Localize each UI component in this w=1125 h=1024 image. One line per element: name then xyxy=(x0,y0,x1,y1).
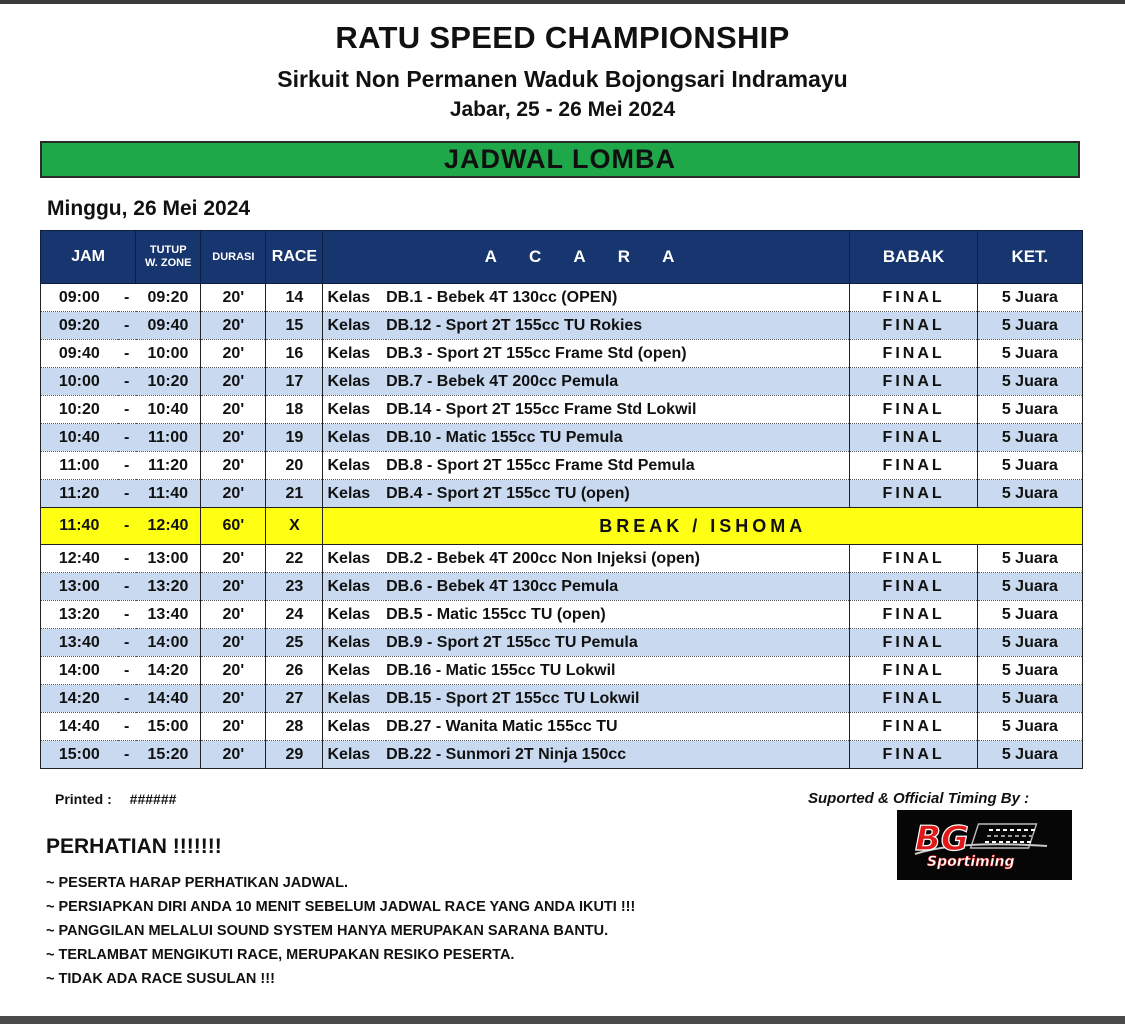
duration: 20' xyxy=(201,657,266,685)
table-header-row xyxy=(41,231,1083,284)
race-number: 25 xyxy=(266,629,323,657)
schedule-body xyxy=(41,284,1083,769)
round: FINAL xyxy=(850,480,977,508)
class-label: Kelas xyxy=(323,284,386,312)
event-name: DB.22 - Sunmori 2T Ninja 150cc xyxy=(386,741,850,769)
table-row xyxy=(41,629,1083,657)
round: FINAL xyxy=(850,685,977,713)
start-time: 11:00 xyxy=(41,452,118,480)
class-label: Kelas xyxy=(323,396,386,424)
start-time: 14:40 xyxy=(41,713,118,741)
duration: 20' xyxy=(201,396,266,424)
time-separator: - xyxy=(118,368,136,396)
start-time: 10:20 xyxy=(41,396,118,424)
svg-text:Sportiming: Sportiming xyxy=(927,854,1015,870)
race-number: 15 xyxy=(266,312,323,340)
duration: 20' xyxy=(201,452,266,480)
duration: 20' xyxy=(201,480,266,508)
note: 5 Juara xyxy=(977,573,1082,601)
note: 5 Juara xyxy=(977,312,1082,340)
col-header-acara: A C A R A xyxy=(323,231,850,284)
duration: 20' xyxy=(201,741,266,769)
round: FINAL xyxy=(850,452,977,480)
event-name: DB.14 - Sport 2T 155cc Frame Std Lokwil xyxy=(386,396,850,424)
end-time: 13:00 xyxy=(136,545,201,573)
round: FINAL xyxy=(850,284,977,312)
note: 5 Juara xyxy=(977,713,1082,741)
table-row xyxy=(41,312,1083,340)
time-separator: - xyxy=(118,741,136,769)
attention-heading: PERHATIAN !!!!!!! xyxy=(46,835,222,858)
start-time: 11:40 xyxy=(41,508,118,545)
end-time: 10:40 xyxy=(136,396,201,424)
note: 5 Juara xyxy=(977,480,1082,508)
note-item: ~ PESERTA HARAP PERHATIKAN JADWAL. xyxy=(46,875,348,891)
col-header-jam: JAM xyxy=(41,231,136,284)
time-separator: - xyxy=(118,545,136,573)
end-time: 14:40 xyxy=(136,685,201,713)
event-name: DB.1 - Bebek 4T 130cc (OPEN) xyxy=(386,284,850,312)
end-time: 13:40 xyxy=(136,601,201,629)
race-number: 21 xyxy=(266,480,323,508)
printed-info xyxy=(55,791,176,807)
note: 5 Juara xyxy=(977,601,1082,629)
printed-value: ###### xyxy=(129,791,177,807)
table-row xyxy=(41,741,1083,769)
time-separator: - xyxy=(118,480,136,508)
time-separator: - xyxy=(118,685,136,713)
table-row xyxy=(41,368,1083,396)
note: 5 Juara xyxy=(977,340,1082,368)
start-time: 09:40 xyxy=(41,340,118,368)
end-time: 11:00 xyxy=(136,424,201,452)
round: FINAL xyxy=(850,573,977,601)
class-label: Kelas xyxy=(323,601,386,629)
start-time: 13:20 xyxy=(41,601,118,629)
round: FINAL xyxy=(850,629,977,657)
class-label: Kelas xyxy=(323,713,386,741)
col-header-babak: BABAK xyxy=(850,231,977,284)
race-number: 20 xyxy=(266,452,323,480)
note: 5 Juara xyxy=(977,396,1082,424)
time-separator: - xyxy=(118,508,136,545)
duration: 20' xyxy=(201,424,266,452)
bg-sportiming-logo-graphic xyxy=(897,810,1072,880)
duration: 20' xyxy=(201,573,266,601)
end-time: 11:40 xyxy=(136,480,201,508)
race-number: 29 xyxy=(266,741,323,769)
end-time: 09:40 xyxy=(136,312,201,340)
event-name: DB.15 - Sport 2T 155cc TU Lokwil xyxy=(386,685,850,713)
break-label: BREAK / ISHOMA xyxy=(323,508,1083,545)
race-number: 23 xyxy=(266,573,323,601)
start-time: 11:20 xyxy=(41,480,118,508)
col-header-tutup-line2: W. ZONE xyxy=(145,257,192,269)
class-label: Kelas xyxy=(323,452,386,480)
col-header-tutup xyxy=(136,231,201,284)
event-name: DB.8 - Sport 2T 155cc Frame Std Pemula xyxy=(386,452,850,480)
race-number: 24 xyxy=(266,601,323,629)
event-name: DB.7 - Bebek 4T 200cc Pemula xyxy=(386,368,850,396)
round: FINAL xyxy=(850,545,977,573)
race-number: 16 xyxy=(266,340,323,368)
start-time: 13:40 xyxy=(41,629,118,657)
table-row xyxy=(41,424,1083,452)
end-time: 14:00 xyxy=(136,629,201,657)
class-label: Kelas xyxy=(323,741,386,769)
duration: 20' xyxy=(201,312,266,340)
table-row xyxy=(41,452,1083,480)
duration: 20' xyxy=(201,685,266,713)
note: 5 Juara xyxy=(977,284,1082,312)
duration: 20' xyxy=(201,284,266,312)
table-row xyxy=(41,545,1083,573)
round: FINAL xyxy=(850,340,977,368)
col-header-tutup-line1: TUTUP xyxy=(149,244,187,256)
duration: 20' xyxy=(201,368,266,396)
time-separator: - xyxy=(118,284,136,312)
race-number: 19 xyxy=(266,424,323,452)
event-name: DB.12 - Sport 2T 155cc TU Rokies xyxy=(386,312,850,340)
page-title: RATU SPEED CHAMPIONSHIP xyxy=(335,20,790,55)
end-time: 10:20 xyxy=(136,368,201,396)
round: FINAL xyxy=(850,424,977,452)
round: FINAL xyxy=(850,741,977,769)
break-row xyxy=(41,508,1083,545)
note-item: ~ PERSIAPKAN DIRI ANDA 10 MENIT SEBELUM JADWAL RACE YANG ANDA IKUTI !!! xyxy=(46,899,636,915)
table-row xyxy=(41,713,1083,741)
table-row xyxy=(41,573,1083,601)
note: 5 Juara xyxy=(977,741,1082,769)
note-item: ~ PANGGILAN MELALUI SOUND SYSTEM HANYA MERUPAKAN SARANA BANTU. xyxy=(46,923,609,939)
round: FINAL xyxy=(850,312,977,340)
duration: 60' xyxy=(201,508,266,545)
event-name: DB.10 - Matic 155cc TU Pemula xyxy=(386,424,850,452)
time-separator: - xyxy=(118,601,136,629)
table-row xyxy=(41,480,1083,508)
time-separator: - xyxy=(118,312,136,340)
class-label: Kelas xyxy=(323,573,386,601)
event-name: DB.2 - Bebek 4T 200cc Non Injeksi (open) xyxy=(386,545,850,573)
race-number: 17 xyxy=(266,368,323,396)
schedule-banner: JADWAL LOMBA xyxy=(40,141,1080,178)
time-separator: - xyxy=(118,340,136,368)
time-separator: - xyxy=(118,629,136,657)
start-time: 09:00 xyxy=(41,284,118,312)
round: FINAL xyxy=(850,368,977,396)
top-edge-bar xyxy=(0,0,1125,4)
class-label: Kelas xyxy=(323,424,386,452)
time-separator: - xyxy=(118,573,136,601)
note: 5 Juara xyxy=(977,368,1082,396)
duration: 20' xyxy=(201,601,266,629)
time-separator: - xyxy=(118,452,136,480)
class-label: Kelas xyxy=(323,368,386,396)
time-separator: - xyxy=(118,424,136,452)
event-name: DB.5 - Matic 155cc TU (open) xyxy=(386,601,850,629)
table-row xyxy=(41,340,1083,368)
start-time: 10:40 xyxy=(41,424,118,452)
printed-label: Printed : xyxy=(55,791,112,807)
duration: 20' xyxy=(201,545,266,573)
bottom-edge-bar xyxy=(0,1016,1125,1024)
class-label: Kelas xyxy=(323,340,386,368)
event-name: DB.4 - Sport 2T 155cc TU (open) xyxy=(386,480,850,508)
venue-subtitle: Sirkuit Non Permanen Waduk Bojongsari Indramayu xyxy=(277,66,848,92)
note-item: ~ TERLAMBAT MENGIKUTI RACE, MERUPAKAN RESIKO PESERTA. xyxy=(46,947,515,963)
event-name: DB.3 - Sport 2T 155cc Frame Std (open) xyxy=(386,340,850,368)
start-time: 10:00 xyxy=(41,368,118,396)
end-time: 09:20 xyxy=(136,284,201,312)
end-time: 12:40 xyxy=(136,508,201,545)
class-label: Kelas xyxy=(323,545,386,573)
table-row xyxy=(41,284,1083,312)
round: FINAL xyxy=(850,657,977,685)
note: 5 Juara xyxy=(977,545,1082,573)
start-time: 13:00 xyxy=(41,573,118,601)
event-date: Jabar, 25 - 26 Mei 2024 xyxy=(449,98,676,121)
table-row xyxy=(41,396,1083,424)
end-time: 13:20 xyxy=(136,573,201,601)
note: 5 Juara xyxy=(977,657,1082,685)
notes-list xyxy=(46,873,635,993)
duration: 20' xyxy=(201,713,266,741)
class-label: Kelas xyxy=(323,657,386,685)
note: 5 Juara xyxy=(977,629,1082,657)
event-name: DB.27 - Wanita Matic 155cc TU xyxy=(386,713,850,741)
time-separator: - xyxy=(118,396,136,424)
col-header-race: RACE xyxy=(266,231,323,284)
start-time: 14:00 xyxy=(41,657,118,685)
event-name: DB.9 - Sport 2T 155cc TU Pemula xyxy=(386,629,850,657)
end-time: 15:20 xyxy=(136,741,201,769)
end-time: 15:00 xyxy=(136,713,201,741)
note: 5 Juara xyxy=(977,685,1082,713)
note-item: ~ TIDAK ADA RACE SUSULAN !!! xyxy=(46,971,275,987)
race-number: 28 xyxy=(266,713,323,741)
start-time: 15:00 xyxy=(41,741,118,769)
round: FINAL xyxy=(850,601,977,629)
start-time: 09:20 xyxy=(41,312,118,340)
race-number: 22 xyxy=(266,545,323,573)
bg-sportiming-logo xyxy=(897,810,1072,880)
race-number: X xyxy=(266,508,323,545)
duration: 20' xyxy=(201,629,266,657)
start-time: 14:20 xyxy=(41,685,118,713)
race-number: 27 xyxy=(266,685,323,713)
table-row xyxy=(41,685,1083,713)
time-separator: - xyxy=(118,657,136,685)
schedule-table xyxy=(40,230,1083,769)
class-label: Kelas xyxy=(323,480,386,508)
round: FINAL xyxy=(850,713,977,741)
support-credit: Suported & Official Timing By : xyxy=(808,790,1030,807)
time-separator: - xyxy=(118,713,136,741)
table-row xyxy=(41,657,1083,685)
race-number: 26 xyxy=(266,657,323,685)
end-time: 14:20 xyxy=(136,657,201,685)
start-time: 12:40 xyxy=(41,545,118,573)
duration: 20' xyxy=(201,340,266,368)
race-number: 18 xyxy=(266,396,323,424)
col-header-durasi: DURASI xyxy=(201,231,266,284)
round: FINAL xyxy=(850,396,977,424)
end-time: 10:00 xyxy=(136,340,201,368)
end-time: 11:20 xyxy=(136,452,201,480)
col-header-ket: KET. xyxy=(977,231,1082,284)
note: 5 Juara xyxy=(977,424,1082,452)
table-row xyxy=(41,601,1083,629)
class-label: Kelas xyxy=(323,629,386,657)
svg-text:BG: BG xyxy=(915,819,969,859)
note: 5 Juara xyxy=(977,452,1082,480)
class-label: Kelas xyxy=(323,312,386,340)
day-heading: Minggu, 26 Mei 2024 xyxy=(47,197,251,220)
race-number: 14 xyxy=(266,284,323,312)
event-name: DB.16 - Matic 155cc TU Lokwil xyxy=(386,657,850,685)
event-name: DB.6 - Bebek 4T 130cc Pemula xyxy=(386,573,850,601)
class-label: Kelas xyxy=(323,685,386,713)
